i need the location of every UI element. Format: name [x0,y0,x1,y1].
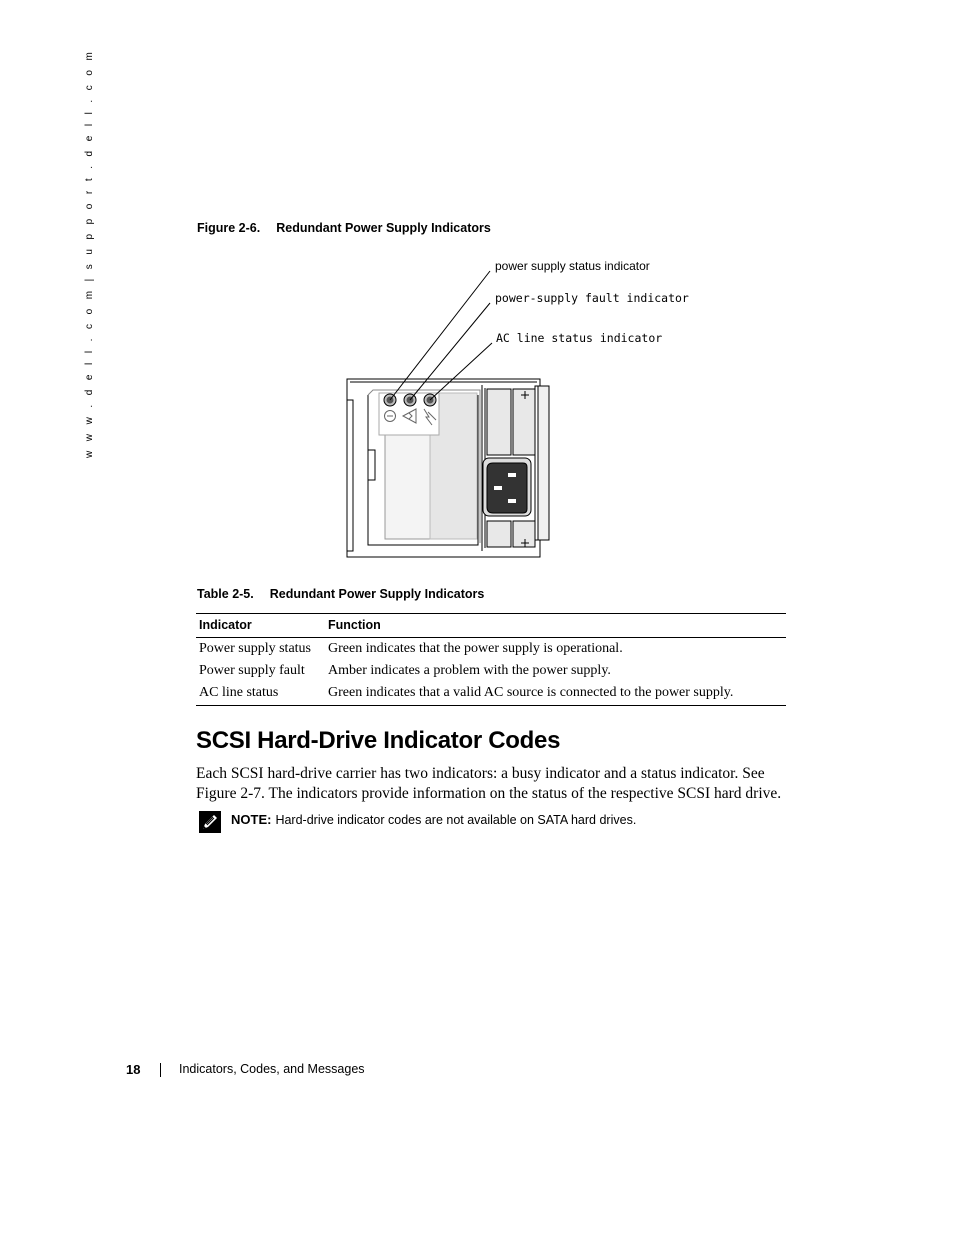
page-number: 18 [126,1062,141,1077]
figure-caption-number: Figure 2-6. [197,221,261,235]
table-caption-title: Redundant Power Supply Indicators [269,587,485,601]
table-row [196,683,786,706]
note-label: NOTE: [231,812,272,827]
section-paragraph: Each SCSI hard-drive carrier has two indicators: a busy indicator and a status indicator. See Figure 2-7. The indicators provide information on the status of the respective SCSI hard drive. [196,765,782,802]
note-pencil-icon [198,810,222,834]
cell-function: Green indicates that a valid AC source is connected to the power supply. [328,685,734,700]
cell-indicator: AC line status [199,685,279,700]
power-supply-figure [330,255,690,565]
callout-status-indicator: power supply status indicator [495,259,650,273]
cell-indicator: Power supply fault [199,663,305,678]
header-function: Function [325,614,786,638]
figure-caption [197,221,491,235]
callout-fault-indicator: power-supply fault indicator [495,291,689,305]
footer-divider [160,1063,161,1077]
cell-function: Amber indicates a problem with the power supply. [328,663,611,678]
header-indicator: Indicator [196,614,325,638]
table-caption-number: Table 2-5. [197,587,254,601]
note [231,812,636,827]
section-heading: SCSI Hard-Drive Indicator Codes [196,727,561,754]
footer-chapter-title: Indicators, Codes, and Messages [179,1062,365,1076]
side-url-text: w w w . d e l l . c o m | s u p p o r t . d e l l . c o m [84,48,95,458]
table-row [196,638,786,662]
cell-function: Green indicates that the power supply is operational. [328,641,623,656]
table-caption [197,587,484,601]
figure-caption-title: Redundant Power Supply Indicators [276,221,491,235]
table-row [196,661,786,683]
cell-indicator: Power supply status [199,641,311,656]
indicator-table [196,613,786,706]
note-text: Hard-drive indicator codes are not available on SATA hard drives. [275,813,637,827]
callout-ac-line-indicator: AC line status indicator [496,331,663,345]
table-header-row [196,614,786,638]
